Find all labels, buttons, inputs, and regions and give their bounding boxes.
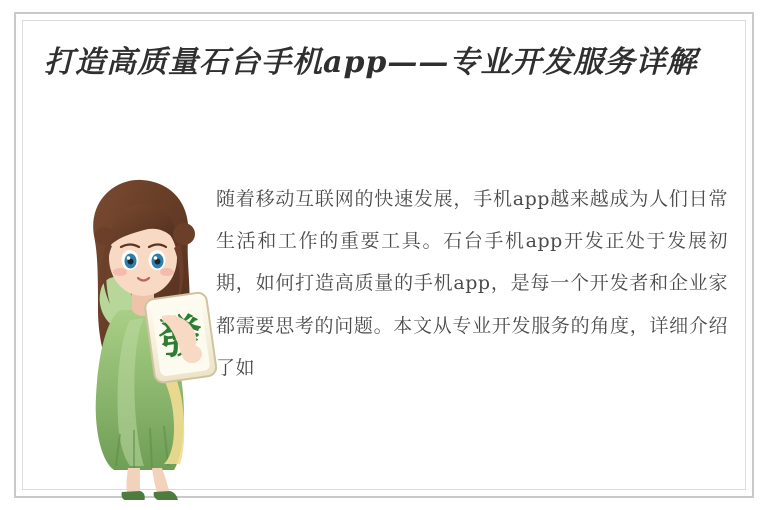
cartoon-girl-with-mahjong-tile-icon [58,170,228,500]
body-text-column [216,178,728,389]
document-content [40,42,734,476]
intro-paragraph: 随着移动互联网的快速发展，手机app越来越成为人们日常生活和工作的重要工具。石台手机app开发正处于发展初期，如何打造高质量的手机app，是每一个开发者和企业家都需要思考的问题。本文从专业开发服务的角度，详细介绍了如 [216,188,728,379]
page-title: 打造高质量石台手机app——专业开发服务详解 [44,45,698,80]
